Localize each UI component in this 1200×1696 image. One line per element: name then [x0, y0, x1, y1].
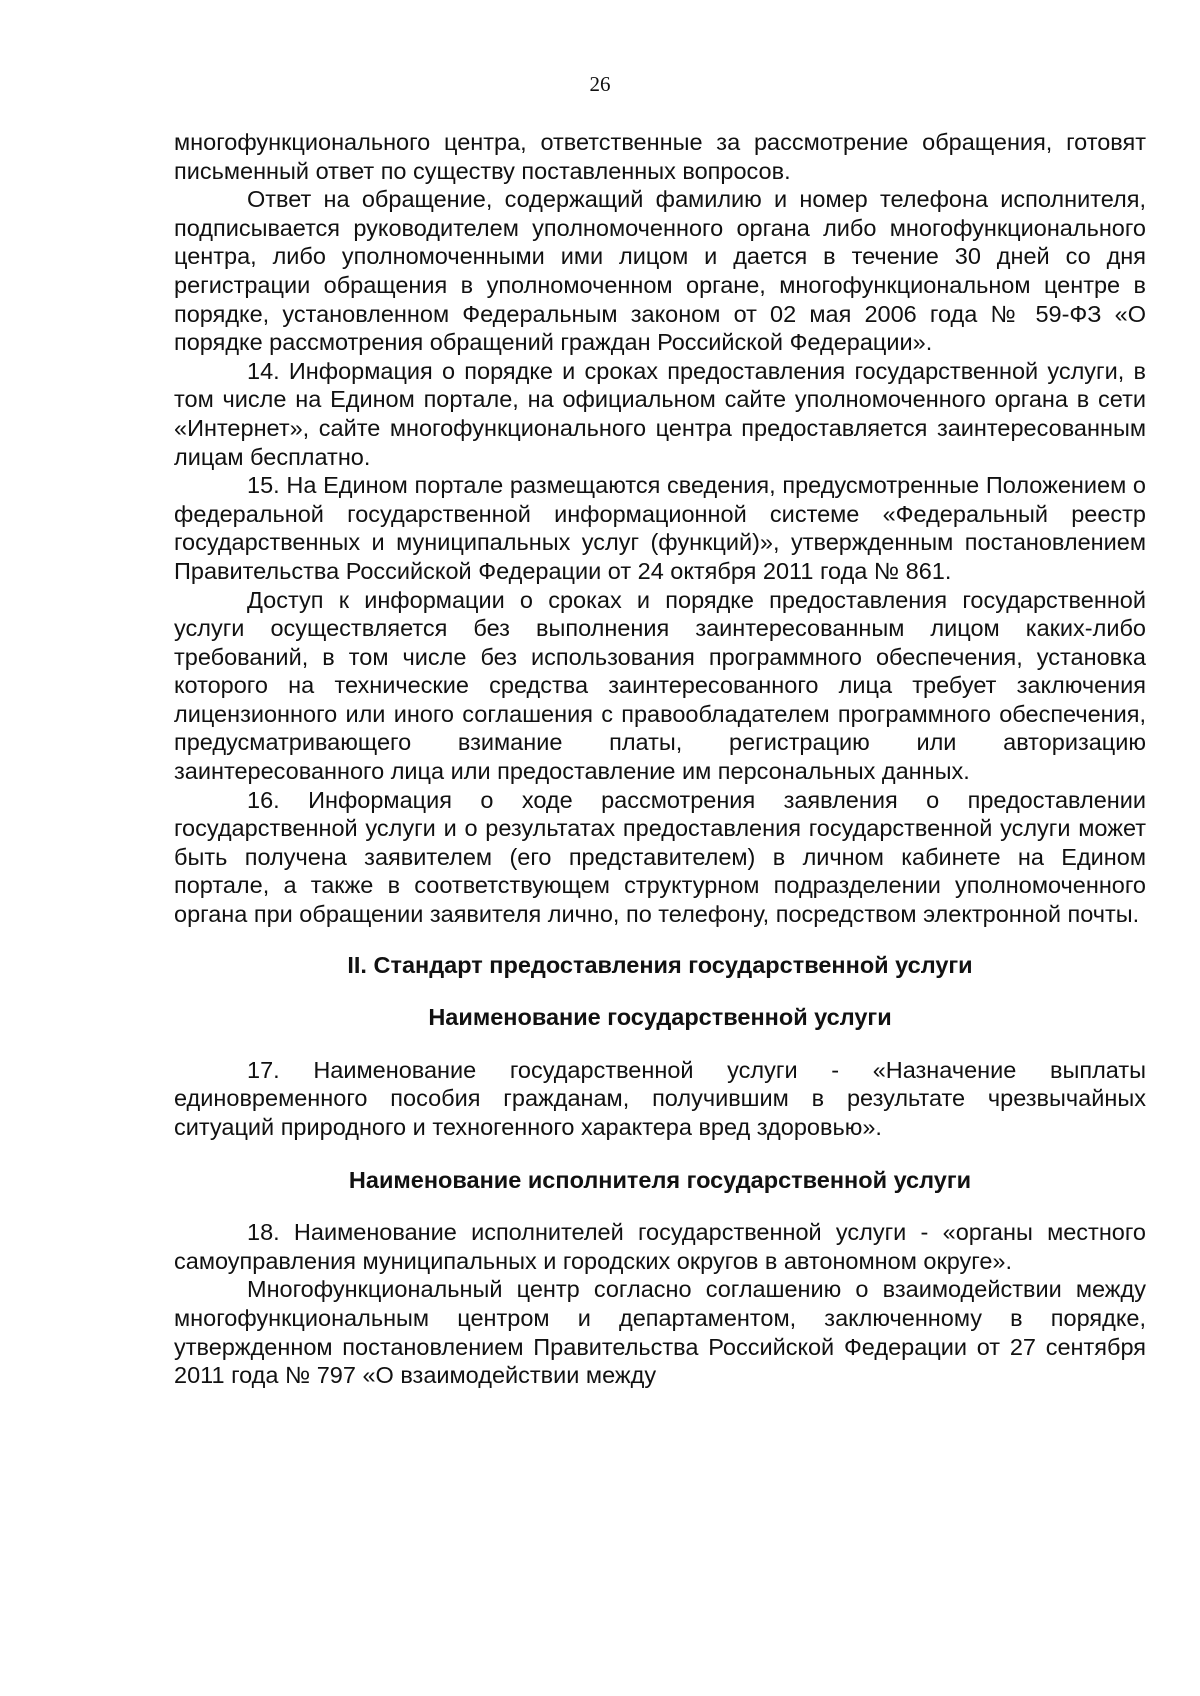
heading-service-name: Наименование государственной услуги: [428, 1004, 892, 1031]
paragraph-response-prep: многофункционального центра, ответственные за рассмотрение обращения, готовят письменный ответ по существу поставленных вопросов.: [174, 129, 1146, 184]
heading-executor-name: Наименование исполнителя государственной услуги: [348, 1166, 972, 1193]
paragraph-14-information: 14. Информация о порядке и сроках предоставления государственной услуги, в том числе на Едином портале, на официальном сайте уполномоченного органа в сети «Интернет», сайте многофункционального центра предоставляется заинтересованным лицам бесплатно.: [174, 357, 1146, 470]
paragraph-response-signing: Ответ на обращение, содержащий фамилию и номер телефона исполнителя, подписывается руководителем уполномоченного органа либо многофункционального центра, либо уполномоченными ими лицом и дается в течение 30 дней со дня регистрации обращения в уполномоченном органе, многофункциональном центре в порядке, установленном Федеральным законом от 02 мая 2006 года № 59-ФЗ «О порядке рассмотрения обращений граждан Российской Федерации».: [174, 186, 1146, 356]
page-number: 26: [589, 72, 611, 96]
paragraph-16-progress: 16. Информация о ходе рассмотрения заявления о предоставлении государственной услуги и о результатах предоставления государственной услуги может быть получена заявителем (его представителем) в личном кабинете на Едином портале, а также в соответствующем структурном подразделении уполномоченного органа при обращении заявителя лично, по телефону, посредством электронной почты.: [174, 786, 1146, 928]
section-heading-standard: II. Стандарт предоставления государственной услуги: [347, 951, 973, 978]
paragraph-access: Доступ к информации о сроках и порядке предоставления государственной услуги осуществляется без выполнения заинтересованным лицом каких-либо требований, в том числе без использования программного обеспечения, установка которого на технические средства заинтересованного лица требует заключения лицензионного или иного соглашения с правообладателем программного обеспечения, предусматривающего взимание платы, регистрацию или авторизацию заинтересованного лица или предоставление им персональных данных.: [174, 586, 1146, 785]
document-body: [174, 128, 1146, 1390]
paragraph-mfc-agreement: Многофункциональный центр согласно соглашению о взаимодействии между многофункциональным центром и департаментом, заключенному в порядке, утвержденном постановлением Правительства Российской Федерации от 27 сентября 2011 года № 797 «О взаимодействии между: [174, 1276, 1146, 1389]
paragraph-15-portal: 15. На Едином портале размещаются сведения, предусмотренные Положением о федеральной государственной информационной системе «Федеральный реестр государственных и муниципальных услуг (функций)», утвержденным постановлением Правительства Российской Федерации от 24 октября 2011 года № 861.: [174, 472, 1146, 584]
paragraph-17-service-name: 17. Наименование государственной услуги - «Назначение выплаты единовременного пособия гражданам, получившим в результате чрезвычайных ситуаций природного и техногенного характера вред здоровью».: [174, 1056, 1146, 1140]
paragraph-18-executors: 18. Наименование исполнителей государственной услуги - «органы местного самоуправления муниципальных и городских округов в автономном округе».: [174, 1219, 1146, 1274]
